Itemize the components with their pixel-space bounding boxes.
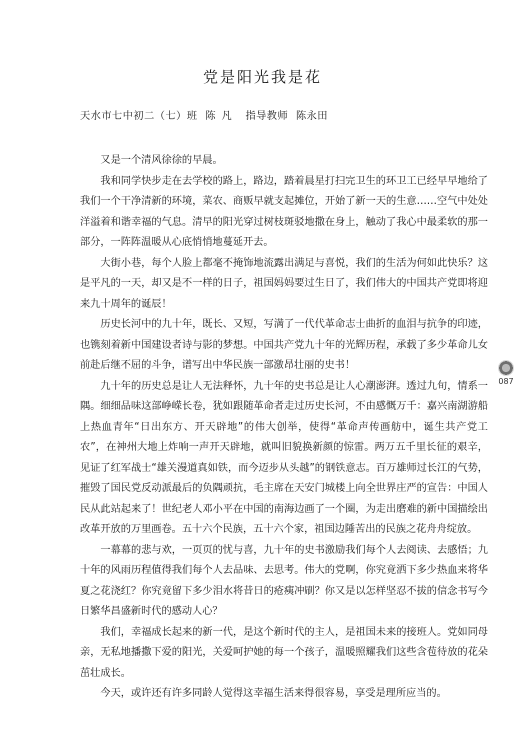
page-marker-icon: [498, 360, 514, 376]
paragraph: 九十年的历史总是让人无法释怀，九十年的史书总是让人心潮澎湃。透过九旬，情系一隅。细细品味这部峥嵘长卷，犹如跟随革命者走过历史长河，不由感慨万千：嘉兴南湖游船上热血青年“日出东方、开天辟地”的伟大创举，使得“革命声传画舫中，诞生共产党工农”，在神州大地上炸响一声开天辟地，就叫旧貌换新颜的惊雷。两万五千里长征的艰辛，见证了红军战士“雄关漫道真如铁，而今迈步从头越”的钢铁意志。百万雄师过长江的气势，摧毁了国民党反动派最后的负隅顽抗，毛主席在天安门城楼上向全世界庄严的宣告：中国人民从此站起来了！世纪老人邓小平在中国的南海边画了一个圈，为走出磨难的新中国描绘出改革开放的万里画卷。五十六个民族，五十六个家，祖国边陲苦出的民族之花舟舟绽放。: [80, 380, 488, 535]
paragraph: 我们，幸福成长起来的新一代，是这个新时代的主人，是祖国未来的接班人。党如同母亲，无私地播撒下爱的阳光，关爱呵护她的每一个孩子，温暖照耀我们这些含苞待放的花朵茁壮成长。: [80, 626, 488, 679]
paragraph: 历史长河中的九十年，既长、又短，写满了一代代革命志士曲折的血泪与抗争的印迹，也镌刻着新中国建设者诗与影的梦想。中国共产党九十年的光辉历程，承载了多少革命儿女前赴后继不屈的斗争，谱写出中华民族一部激昂壮丽的史书！: [80, 319, 488, 371]
byline-teacher: 陈永田: [295, 111, 328, 122]
byline-teacher-label: 指导教师: [245, 111, 289, 122]
paragraph: 一幕幕的悲与欢，一页页的忧与喜，九十年的史书激励我们每个人去阅读、去感悟；九十年的风雨历程值得我们每个人去品味、去思考。伟大的党啊，你究竟洒下多少热血来将华夏之花浇红？你究竟留下多少泪水将昔日的疮痍冲刷？你又是以怎样坚忍不拔的信念书写今日繁华昌盛新时代的感动人心？: [80, 544, 488, 617]
article-title: 党是阳光我是花: [202, 68, 322, 86]
byline-author: 陈凡: [205, 111, 238, 122]
paragraph: 又是一个清风徐徐的早晨。: [100, 155, 223, 166]
page-number-marker: [494, 360, 518, 384]
page-number: 087: [498, 377, 514, 386]
article-body: [80, 151, 488, 705]
byline: [80, 107, 480, 122]
paragraph: 大街小巷，每个人脸上都毫不掩饰地流露出满足与喜悦，我们的生活为何如此快乐？这是平凡的一天，却又是不一样的日子，祖国妈妈要过生日了，我们伟大的中国共产党即将迎来九十周年的诞辰！: [80, 257, 488, 310]
paragraph: 今天，或许还有许多同龄人觉得这幸福生活来得很容易，享受是理所应当的。: [100, 688, 447, 699]
byline-school: 天水市七中初二（七）班: [80, 111, 198, 122]
paragraph: 我和同学快步走在去学校的路上，路边，踏着晨星打扫完卫生的环卫工已经早早地给了我们一个干净清新的环境，菜农、商贩早就支起摊位，开始了新一天的生意……空气中处处洋溢着和谐幸福的气息。清早的阳光穿过树枝斑驳地撒在身上，触动了我心中最柔软的那一部分，一阵阵温暖从心底悄悄地蔓延开去。: [80, 175, 488, 248]
